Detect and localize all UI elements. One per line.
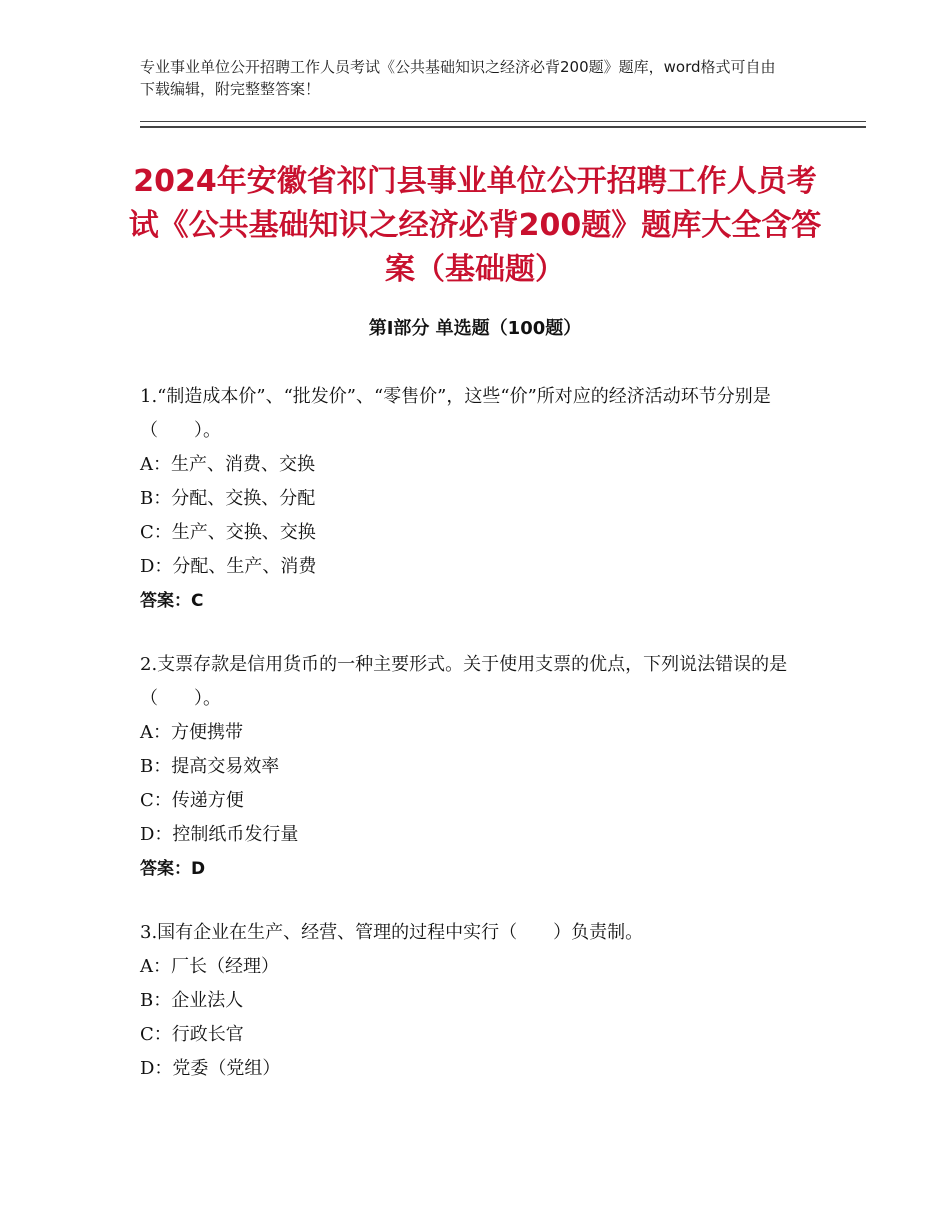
option-c: C：传递方便 [140,790,244,811]
option-a: A：方便携带 [140,722,243,743]
option-list [140,716,820,852]
question-2 [140,648,820,886]
option-b: B：提高交易效率 [140,756,280,777]
option-a: A：生产、消费、交换 [140,454,315,475]
question-1 [140,380,820,618]
option-b: B：企业法人 [140,990,244,1011]
answer-label: 答案：D [140,859,206,879]
document-title: 2024年安徽省祁门县事业单位公开招聘工作人员考试《公共基础知识之经济必背200题》题库大全含答案（基础题） [128,164,822,287]
header-divider-thin [140,121,866,122]
header-note: 专业事业单位公开招聘工作人员考试《公共基础知识之经济必背200题》题库，word格式可自由下载编辑，附完整整答案！ [140,58,776,98]
question-stem: 1.“制造成本价”、“批发价”、“零售价”，这些“价”所对应的经济活动环节分别是（ ）。 [140,386,771,441]
option-d: D：控制纸币发行量 [140,824,299,845]
answer-label: 答案：C [140,591,204,611]
option-list [140,448,820,584]
header-divider-thick [140,126,866,128]
option-a: A：厂长（经理） [140,956,279,977]
option-c: C：行政长官 [140,1024,244,1045]
option-b: B：分配、交换、分配 [140,488,316,509]
question-stem: 3.国有企业在生产、经营、管理的过程中实行（ ）负责制。 [140,922,644,943]
option-list [140,950,820,1086]
section-heading: 第Ⅰ部分 单选题（100题） [368,318,582,339]
option-d: D：党委（党组） [140,1058,281,1079]
option-d: D：分配、生产、消费 [140,556,317,577]
question-list [140,380,820,1116]
option-c: C：生产、交换、交换 [140,522,316,543]
question-stem: 2.支票存款是信用货币的一种主要形式。关于使用支票的优点，下列说法错误的是（ ）。 [140,654,788,709]
question-3 [140,916,820,1086]
